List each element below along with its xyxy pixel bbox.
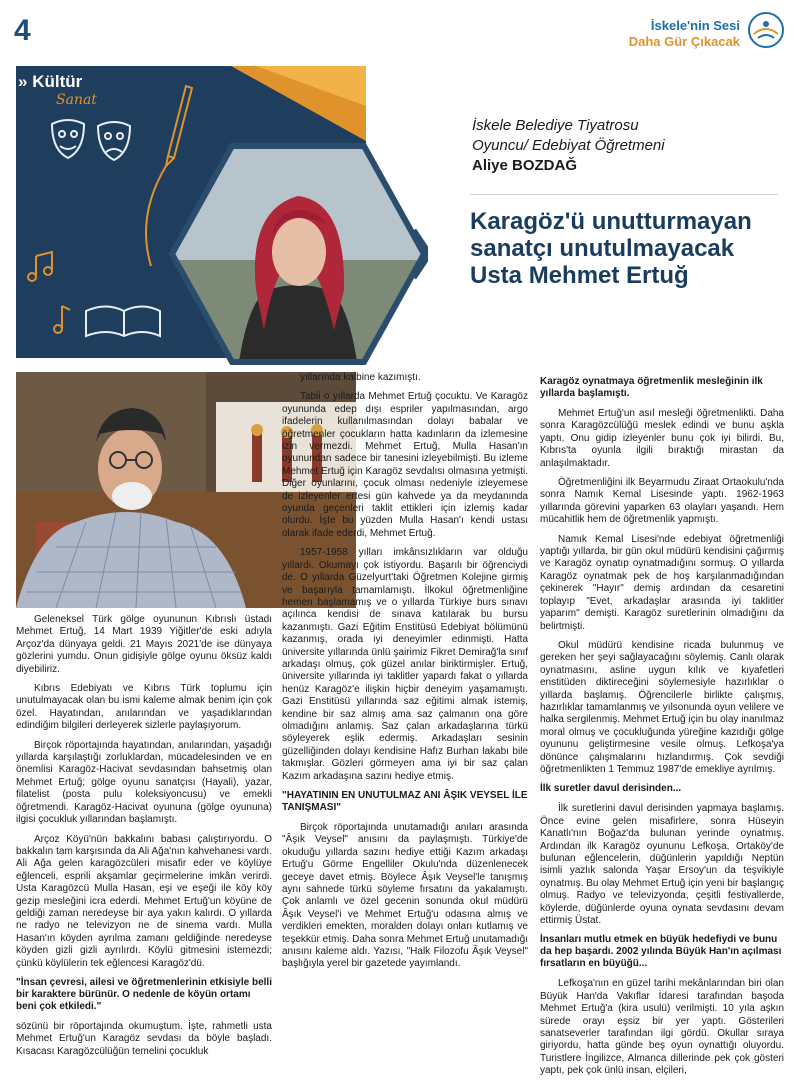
- article-column-1: [16, 614, 272, 1065]
- paragraph: Birçok röportajında unutamadığı anıları arasında "Âşık Veysel" anısını da paylaşmıştı. Türkiye'de okuduğu yıllarda sazını hediye ettiği Kazım arkadaşı Ertuğ'u Görme Engelliler Okulu'nda düzenlenecek geceye davet etmiş. Böylece Âşık Veysel'le tanışmış aynı sahnede türkü söyleme fırsatını da yakalamıştı. Çok anlamlı ve özel gecenin sonunda okul müdürü Âşık Veysel'i ve Mehmet Ertuğ'u odasına almış ve verdikleri emekten, moralden dolayı onları kutlamış ve teşekkür etmiş. Daha sonra Mehmet Ertuğ unutamadığı anısını kaleme aldı. Yazısı, "Halk Filozofu Âşık Veysel" başlığıyla yerel bir gazetede yayımlandı.: [282, 822, 528, 970]
- article-headline: [470, 208, 790, 289]
- brand-line-2: Daha Gür Çıkacak: [628, 34, 740, 49]
- paragraph: Öğretmenliğini ilk Beyarmudu Ziraat Ortaokulu'nda sonra Namık Kemal Lisesinde yaptı. 1962-1963 yıllarında görevini yaparken 63 olayları yaşandı. Hem mücahitlik hem de öğretmenlik yapmıştı.: [540, 477, 784, 526]
- author-role: Oyuncu/ Edebiyat Öğretmeni: [472, 137, 665, 154]
- subsection-label: Sanat: [56, 92, 97, 108]
- headline-line-1: Karagöz'ü unutturmayan: [470, 208, 752, 235]
- pull-quote: "İnsan çevresi, ailesi ve öğretmenlerinin etkisiyle belli bir karaktere bürünür. O nedenle de köyün ortamı beni çok etkiledi.": [16, 976, 272, 1012]
- divider: [470, 194, 778, 195]
- section-heading: "HAYATININ EN UNUTULMAZ ANI ÂŞIK VEYSEL İLE TANIŞMASI": [282, 790, 528, 813]
- section-heading: İlk suretler davul derisinden...: [540, 783, 682, 795]
- section-heading: Karagöz oynatmaya öğretmenlik mesleğinin ilk yıllarda başlamıştı.: [540, 376, 763, 399]
- paragraph: Namık Kemal Lisesi'nde edebiyat öğretmenliği yaptığı yıllarda, bir gün okul müdürü kendisini çağırmış ve Karagöz oynatıp oynatmadığını sormuş. O yıllarda Karagöz oynatmak pek de hoş karşılanmadığından çekinerek "Hayır" demiş ardından da cesaretini toplayıp "Evet, arkadaşlar arasında iyi taklitler yaparım" demişti. Karagöz suretlerinin olmadığını da belirtmişti.: [540, 533, 784, 632]
- brand-tagline: [629, 18, 740, 50]
- paragraph: sözünü bir röportajında okumuştum. İşte, rahmetli usta Mehmet Ertuğ'un Karagöz sevdası da böyle başladı. Kısacası Karagözcülüğün temelini çocukluk: [16, 1020, 272, 1057]
- headline-line-2: sanatçı unutulmayacak: [470, 235, 735, 262]
- section-label: » Kültür: [18, 72, 83, 91]
- brand-logo-icon: [748, 12, 784, 48]
- paragraph: yıllarında kalbine kazımıştı.: [300, 372, 421, 383]
- section-heading: İnsanları mutlu etmek en büyük hedefiydi ve bunu da hep başardı. 2002 yılında Büyük Han'ın açılması fırsatların en büyüğü...: [540, 934, 782, 970]
- article-column-2: [282, 372, 528, 978]
- section-label-text: Kültür: [32, 72, 83, 91]
- author-credit: [472, 116, 665, 176]
- article-column-3: [540, 372, 784, 1085]
- paragraph: Geleneksel Türk gölge oyununun Kıbrıslı üstadı Mehmet Ertuğ, 14 Mart 1939 Yiğitler'de eski adıyla Arçoz'da dünyaya geldi. 21 Mayıs 2021'de ise dünyaya gözlerini yumdu. Onun gidişiyle gölge oyunu öksüz kaldı diyebiliriz.: [16, 614, 272, 675]
- headline-line-3: Usta Mehmet Ertuğ: [470, 262, 689, 289]
- author-name: Aliye BOZDAĞ: [472, 157, 578, 174]
- paragraph: Birçok röportajında hayatından, anılarından, yaşadığı yıllarda karşılaştığı zorluklardan, mücadelesinden ve en önemlisi Karagöz-Hacivat sevdasından bahsetmiş olan Mehmet Ertuğ; gölge oyunu sanatçısı (Hayali), yazar, filatelist (posta pulu koleksiyoncusu) ve emekli öğretmendi. Karagöz-Hacivat oyununa (gölge oyununa) ilgisi çocukluk yıllarından başlamıştı.: [16, 739, 272, 826]
- paragraph: Lefkoşa'nın en güzel tarihi mekânlarından biri olan Büyük Han'da Vakıflar İdaresi tarafından başoda Mehmet Ertuğ'a (kira usulü) verilmişti. 10 yıla aşkın sürede orayı eşsiz bir yer yaptı. Gösterileri sanatseverler tarafından ilgi gördü. Okullar sıraya giriyordu, hatta günde beş oyun oynattığı oluyordu. Turistlere İngilizce, Almanca dillerinde pek çok gösteri yaptı, pek çok ünlü insan, elçileri,: [540, 978, 784, 1077]
- author-portrait: [168, 140, 428, 368]
- paragraph: Okul müdürü kendisine ricada bulunmuş ve gereken her şeyi sağlayacağını söylemiş. Canlı olarak oynatmasını, asline uygun kılık ve kıyafetleri enstitüden diktireceğini söylemesiyle hazırlıklar o yıllarda başlamış. Öğrencilerle birlikte çalışmış, hazırlıklar tamamlanmış ve yılsonunda oyun velilere ve halka sergilenmiş. Mehmet Ertuğ için bu olay inanılmaz moral olmuş ve çocukluğunda yüreğine kazıdığı gölge oyununu geliştirmesine vesile olmuş. Lefkoşa'ya dönünce çalışmalarını hızlandırmış. Çok sevdiği öğretmenlikten 1 Temmuz 1987'de emekliye ayrılmış.: [540, 639, 784, 775]
- brand-line-1: İskele'nin Sesi: [650, 18, 740, 33]
- paragraph: 1957-1958 yılları imkânsızlıkların var olduğu yıllardı. Okumayı çok istiyordu. Başarılı bir öğrenciydi de. O yıllarda Güzelyurt'taki Öğretmen Kolejine girmiş ve başarıyla tamamlamıştı. İlkokul öğretmenliğine hemen başlamamış ve o yıllarda Türkiye burs sınavı açılınca kendisi de sınava katılarak bu bursu kazanmıştı. Gazi Eğitim Enstitüsü Edebiyat bölümünü kazanmış, orada iyi deneyimler edinmişti. Hatta üniversite yıllarında ünlü şairimiz Fikret Demirağ'la sınıf arkadaşı olmuş, çok güzel anılar biriktirmişler. Ertuğ, üniversite yıllarında iyi taklitler yapardı fakat o yıllarda henüz Karagöz'e ilişkin hiçbir deneyim yaşamamıştı. Gazi Enstitüsü yıllarında saz eğitimi almak istemiş, kendine bir saz almış ama saz çalmanın ona göre olmadığını anlamış. Saz çalan arkadaşlarına türkü söyleyerek eşlik edermiş. Arkadaşları sesinin güzelliğinden dolayı kendisine Hafız Burhan lakabı bile takmışlar. Gözleri görmeyen ama iyi bir saz çalan Kazım arkadaşına sazını hediye etmiş.: [282, 547, 528, 782]
- paragraph: Kıbrıs Edebiyatı ve Kıbrıs Türk toplumu için unutulmayacak olan bu ismi kaleme almak benim için çok özel. Hayatından, anılarından ve yaşadıklarından edindiğim bilgileri derleyerek sizlerle paylaşıyorum.: [16, 683, 272, 732]
- paragraph: Arçoz Köyü'nün bakkalını babası çalıştırıyordu. O bakkalın tam karşısında da Ali Ağa'nın kahvehanesi vardı. Ali Ağa gelen karagözcüleri misafir eder ve köylüye eğlenceli, esprili akşamlar geçirmelerine imkân verirdi. Usta Karagözcü Mulla Hasan, eşi ve eşeği ile köy köy gezip mesleğini icra ederdi. Mehmet Ertuğ'un köyüne de geldiği zaman neredeyse bir aya yakın kalırdı. O yıllarda ne radyo ne televizyon ne de sinema vardı. Mulla Hasan'ın köyden ayrılma zamanı geldiğinde neredeyse köyden gizli gizli ayrılırdı. Köylü gitmesini istemezdi; çünkü köylülerin tek eğlencesi Karagöz'dü.: [16, 833, 272, 969]
- paragraph: Tabii o yıllarda Mehmet Ertuğ çocuktu. Ve Karagöz oyununda edep dışı espriler yapılmasından, argo ifadelerin kullanılmasından dolayı babalar ve öğretmenler çocukların hatta kadınların da izlemesine izin vermezdi. Mehmet Ertuğ, Mulla Hasan'ın oyunundan sadece bir tanesini izleyebilmişti. Bu izleme Mehmet Ertuğ için Karagöz sevdalısı olmasına yetmişti. Diğer oyunlarını, çocuk olması nedeniyle izleyemese de izleyenler ertesi gün kahvede ya da meydanında oyunda geçenleri taklit ettikleri için izlemiş kadar olurdu. İşte bu yüzden Mulla Hasan'ı kendi ustası olarak ifade ederdi, Mehmet Ertuğ.: [282, 391, 528, 539]
- page-number: 4: [14, 14, 31, 47]
- paragraph: İlk suretlerini davul derisinden yapmaya başlamış. Önce evine gelen misafirlere, sonra Hüseyin Kanatlı'nın Boğaz'da bulunan yerinde oynatmış. Ardından ilk Karagöz oyununu Lefkoşa, Ortaköy'de bulunan eğlencelerin, düğünlerin yapıldığı Neptün isimli yazlık salonda Yaşar Ersoy'un da teşvikiyle oynatmış. Bu olay Mehmet Ertuğ için yeni bir başlangıç olmuş. Radyo ve televizyonda, çeşitli festivallerde, köylerde, düğünlerde oyuna oynata sevdasını devam ettirmiş Üstat.: [540, 803, 784, 927]
- author-theatre: İskele Belediye Tiyatrosu: [472, 117, 639, 134]
- paragraph: Mehmet Ertuğ'un asıl mesleği öğretmenlikti. Daha sonra Karagözcülüğü meslek edindi ve bunu aşkla yaptı. Onu gidip izleyenler bunu çok iyi bilirdi. Bu, Kıbrıs'ta oyunla ilgili bıraktığı mirastan da anlaşılmaktadır.: [540, 408, 784, 469]
